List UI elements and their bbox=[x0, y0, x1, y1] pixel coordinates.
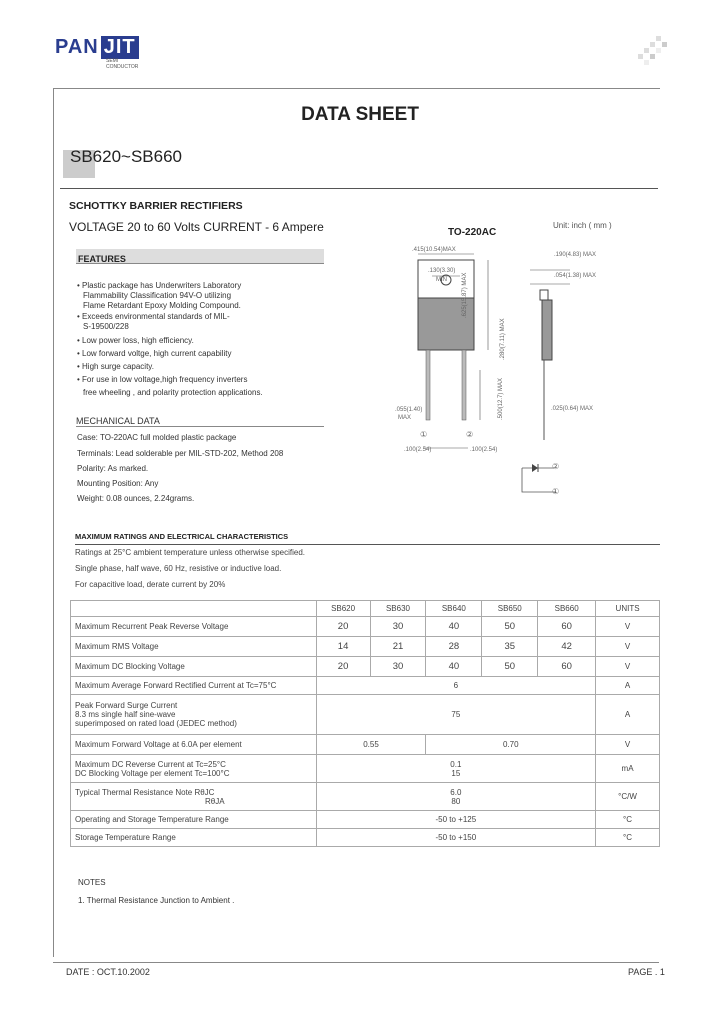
feature-item: • For use in low voltage,high frequency inverters bbox=[77, 375, 248, 384]
table-row: Maximum RMS Voltage 14 21 28 35 42 V bbox=[71, 637, 660, 657]
dim-label: .054(1.38) MAX bbox=[554, 273, 597, 279]
ratings-title: MAXIMUM RATINGS AND ELECTRICAL CHARACTERISTICS bbox=[75, 532, 289, 541]
dim-label: .625(15.87) MAX bbox=[462, 272, 468, 318]
dim-label: .100(2.54) bbox=[470, 447, 498, 453]
feature-item: • Plastic package has Underwriters Laboratory bbox=[77, 281, 242, 290]
schematic-pin-label: ② bbox=[552, 462, 560, 471]
table-row: Maximum DC Blocking Voltage 20 30 40 50 60 V bbox=[71, 657, 660, 677]
feature-item: • Low forward voltge, high current capability bbox=[77, 349, 232, 358]
brand-logo bbox=[55, 36, 139, 59]
dim-label: .280(7.11) MAX bbox=[500, 318, 506, 360]
page-title: DATA SHEET bbox=[301, 104, 419, 125]
footer-divider bbox=[53, 962, 659, 963]
table-row: Maximum Recurrent Peak Reverse Voltage 20 30 40 50 60 V bbox=[71, 617, 660, 637]
brand-name-right: JIT bbox=[101, 36, 139, 59]
table-row: Maximum DC Reverse Current at Tc=25°C DC Blocking Voltage per element Tc=100°C 0.1 15 mA bbox=[71, 755, 660, 783]
note-item: 1. Thermal Resistance Junction to Ambient . bbox=[78, 896, 235, 905]
dim-label: .100(2.54) bbox=[404, 447, 432, 453]
mechanical-item: Terminals: Lead solderable per MIL-STD-202, Method 208 bbox=[77, 449, 284, 458]
feature-item: • High surge capacity. bbox=[77, 362, 154, 371]
column-header: SB660 bbox=[538, 601, 596, 617]
ratings-table bbox=[70, 600, 660, 847]
package-outline-drawing bbox=[370, 240, 610, 500]
package-name: TO-220AC bbox=[448, 227, 497, 238]
feature-item: • Exceeds environmental standards of MIL- bbox=[77, 312, 230, 321]
part-number: SB620~SB660 bbox=[70, 147, 183, 166]
feature-item: S-19500/228 bbox=[83, 322, 129, 331]
column-header: SB630 bbox=[370, 601, 426, 617]
mechanical-item: Weight: 0.08 ounces, 2.24grams. bbox=[77, 494, 195, 503]
dim-label: .055(1.40) bbox=[395, 407, 423, 413]
mechanical-heading: MECHANICAL DATA bbox=[76, 416, 324, 427]
brand-subtitle: SEMI CONDUCTOR bbox=[106, 58, 139, 70]
mechanical-item: Mounting Position: Any bbox=[77, 479, 159, 488]
column-header: UNITS bbox=[596, 601, 660, 617]
divider bbox=[75, 544, 660, 545]
table-row: Peak Forward Surge Current 8.3 ms single half sine-wave superimposed on rated load (JEDEC method) 75 A bbox=[71, 695, 660, 735]
column-header: SB620 bbox=[316, 601, 370, 617]
table-row: Operating and Storage Temperature Range -50 to +125 °C bbox=[71, 811, 660, 829]
dim-label: .130(3.30) bbox=[428, 268, 456, 274]
divider bbox=[60, 188, 658, 189]
table-row: Maximum Forward Voltage at 6.0A per element 0.55 0.70 V bbox=[71, 735, 660, 755]
dim-label: .415(10.54)MAX bbox=[412, 247, 456, 253]
feature-item: Flammability Classification 94V-O utilizing bbox=[83, 291, 232, 300]
pin-label: ② bbox=[466, 430, 474, 439]
table-row: Typical Thermal Resistance Note RθJC RθJA 6.0 80 °C/W bbox=[71, 783, 660, 811]
mechanical-item: Case: TO-220AC full molded plastic package bbox=[77, 433, 237, 442]
dim-label: .190(4.83) MAX bbox=[554, 252, 597, 258]
features-heading: FEATURES bbox=[76, 249, 324, 264]
table-row: Storage Temperature Range -50 to +150 °C bbox=[71, 829, 660, 847]
pin-label: ① bbox=[420, 430, 428, 439]
column-header: SB650 bbox=[482, 601, 538, 617]
brand-name-left: PAN bbox=[55, 36, 99, 58]
footer-page: PAGE . 1 bbox=[628, 967, 665, 977]
footer-date: DATE : OCT.10.2002 bbox=[66, 967, 150, 977]
ratings-note: Single phase, half wave, 60 Hz, resistive or inductive load. bbox=[75, 564, 282, 573]
schematic-pin-label: ① bbox=[552, 487, 560, 496]
table-header-row bbox=[71, 601, 660, 617]
column-header: SB640 bbox=[426, 601, 482, 617]
dim-label: .025(0.64) MAX bbox=[551, 406, 594, 412]
feature-item: Flame Retardant Epoxy Molding Compound. bbox=[83, 301, 241, 310]
dim-label: .500(12.7) MAX bbox=[498, 377, 504, 420]
dim-label: MAX bbox=[398, 415, 412, 421]
voltage-current: VOLTAGE 20 to 60 Volts CURRENT - 6 Ampere bbox=[69, 220, 324, 234]
notes-heading: NOTES bbox=[78, 878, 106, 887]
table-row: Maximum Average Forward Rectified Current at Tc=75°C 6 A bbox=[71, 677, 660, 695]
ratings-note: For capacitive load, derate current by 20% bbox=[75, 580, 226, 589]
mechanical-item: Polarity: As marked. bbox=[77, 464, 149, 473]
dim-label: MIN bbox=[436, 277, 447, 283]
unit-note: Unit: inch ( mm ) bbox=[553, 221, 612, 230]
feature-item: • Low power loss, high efficiency. bbox=[77, 336, 194, 345]
feature-item: free wheeling , and polarity protection applications. bbox=[83, 388, 263, 397]
product-subtitle: SCHOTTKY BARRIER RECTIFIERS bbox=[69, 200, 243, 212]
ratings-note: Ratings at 25°C ambient temperature unless otherwise specified. bbox=[75, 548, 305, 557]
